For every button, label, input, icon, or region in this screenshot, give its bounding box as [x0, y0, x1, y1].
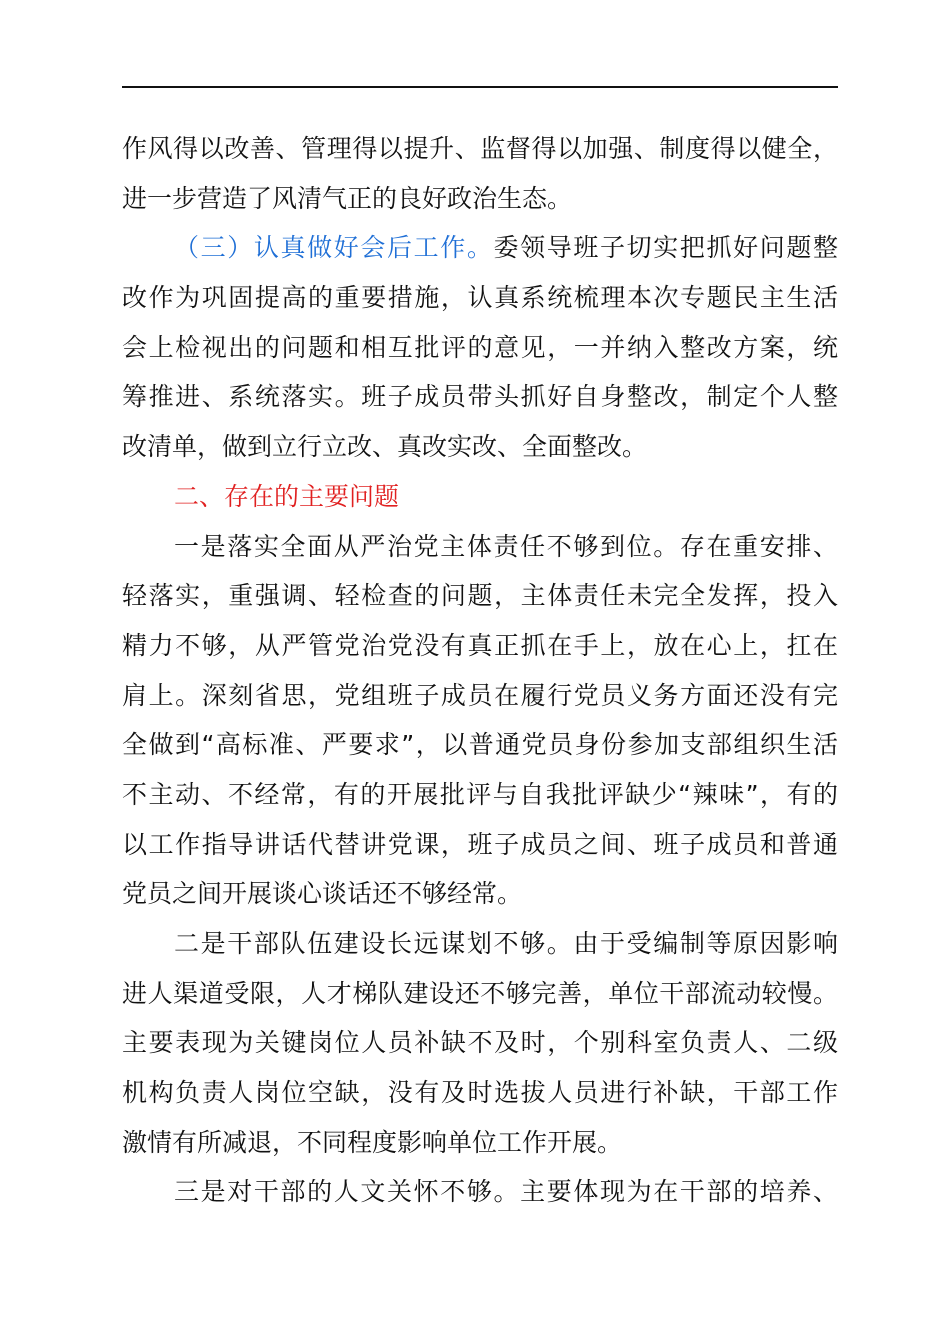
text-line: 机构负责人岗位空缺，没有及时选拔人员进行补缺，干部工作 — [122, 1078, 838, 1108]
text-line: 一是落实全面从严治党主体责任不够到位。存在重安排、 — [174, 531, 838, 561]
header-rule — [122, 86, 838, 88]
section-heading: 认真做好会后工作。 — [253, 233, 494, 263]
text-line: 改清单，做到立行立改、真改实改、全面整改。 — [122, 432, 648, 462]
text-line: 三是对干部的人文关怀不够。主要体现为在干部的培养、 — [174, 1177, 838, 1207]
text-line: 会上检视出的问题和相互批评的意见，一并纳入整改方案，统 — [122, 332, 838, 362]
text-line: 二是干部队伍建设长远谋划不够。由于受编制等原因影响 — [174, 929, 838, 958]
text-line: 肩上。深刻省思，党组班子成员在履行党员义务方面还没有完 — [122, 680, 838, 710]
section-heading-prefix: （三） — [174, 233, 254, 263]
text-line: 主要表现为关键岗位人员补缺不及时，个别科室负责人、二级 — [122, 1028, 838, 1058]
text-line: 进一步营造了风清气正的良好政治生态。 — [122, 183, 573, 213]
text-line: 筹推进、系统落实。班子成员带头抓好自身整改，制定个人整 — [122, 382, 838, 412]
text-line: 精力不够，从严管党治党没有真正抓在手上，放在心上，扛在 — [122, 630, 838, 660]
chapter-heading: 二、存在的主要问题 — [174, 481, 400, 511]
text-line: 进人渠道受限，人才梯队建设还不够完善，单位干部流动较慢。 — [122, 978, 838, 1008]
text-line: 不主动、不经常，有的开展批评与自我批评缺少“辣味”，有的 — [122, 779, 838, 809]
section-paragraph-start — [122, 223, 838, 273]
text-run: 委领导班子切实把抓好问题整 — [493, 233, 838, 263]
text-line: 全做到“高标准、严要求”，以普通党员身份参加支部组织生活 — [122, 730, 838, 760]
text-line: 改作为巩固提高的重要措施，认真系统梳理本次专题民主生活 — [122, 283, 838, 313]
text-line: 作风得以改善、管理得以提升、监督得以加强、制度得以健全， — [122, 134, 838, 163]
text-line: 以工作指导讲话代替讲党课，班子成员之间、班子成员和普通 — [122, 829, 838, 859]
text-line: 党员之间开展谈心谈话还不够经常。 — [122, 879, 523, 909]
document-body — [122, 124, 838, 1217]
text-line: 轻落实，重强调、轻检查的问题，主体责任未完全发挥，投入 — [122, 581, 838, 611]
text-line: 激情有所减退，不同程度影响单位工作开展。 — [122, 1127, 623, 1157]
